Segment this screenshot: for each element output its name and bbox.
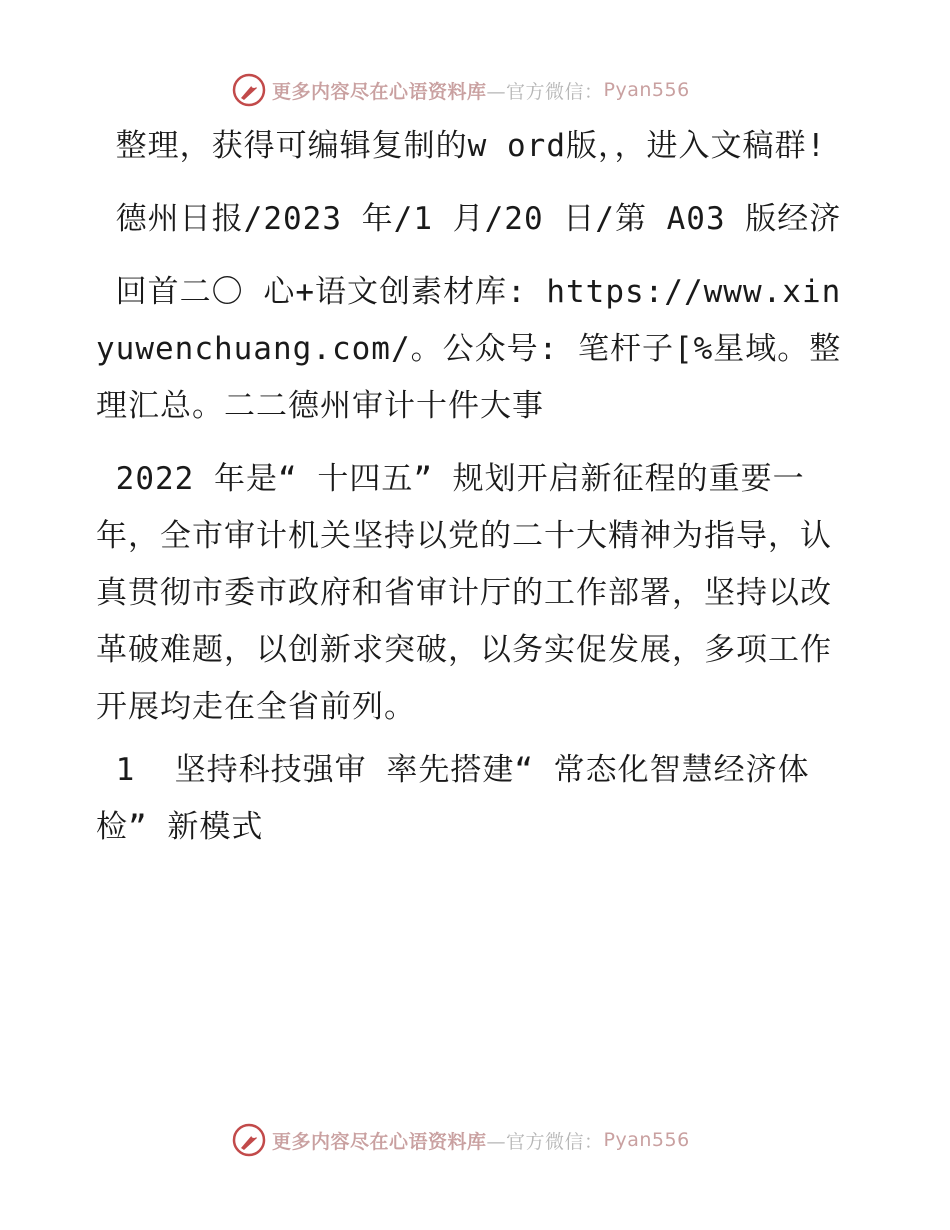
document-body: [96, 118, 856, 856]
paragraph-heading: 回首二〇 心+语文创素材库: https://www.xinyuwenchuang.com/。公众号: 笔杆子[%星域。整理汇总。二二德州审计十件大事: [96, 274, 842, 424]
header-watermark: [232, 70, 712, 110]
watermark-dash-text: —官方微信：: [486, 1130, 604, 1153]
paragraph-section-title: 1 坚持科技强审 率先搭建“ 常态化智慧经济体检” 新模式: [96, 752, 810, 845]
pen-nib-icon: [232, 1123, 266, 1157]
pen-nib-icon: [232, 73, 266, 107]
paragraph-intro: 整理，获得可编辑复制的w ord版，，进入文稿群!: [96, 128, 827, 164]
watermark-main-text: 更多内容尽在心语资料库: [272, 80, 487, 103]
paragraph-body: 2022 年是“ 十四五” 规划开启新征程的重要一年，全市审计机关坚持以党的二十大精神为指导，认真贯彻市委市政府和省审计厅的工作部署，坚持以改革破难题，以创新求突破，以务实促发展，多项工作开展均走在全省前列。: [96, 461, 832, 725]
watermark-main-text: 更多内容尽在心语资料库: [272, 1130, 487, 1153]
watermark-dash-text: —官方微信：: [486, 80, 604, 103]
paragraph-source: 德州日报/2023 年/1 月/20 日/第 A03 版经济: [96, 201, 842, 237]
footer-watermark: [232, 1120, 712, 1160]
watermark-wechat-id: Pyan556: [603, 79, 690, 101]
watermark-wechat-id: Pyan556: [603, 1129, 690, 1151]
